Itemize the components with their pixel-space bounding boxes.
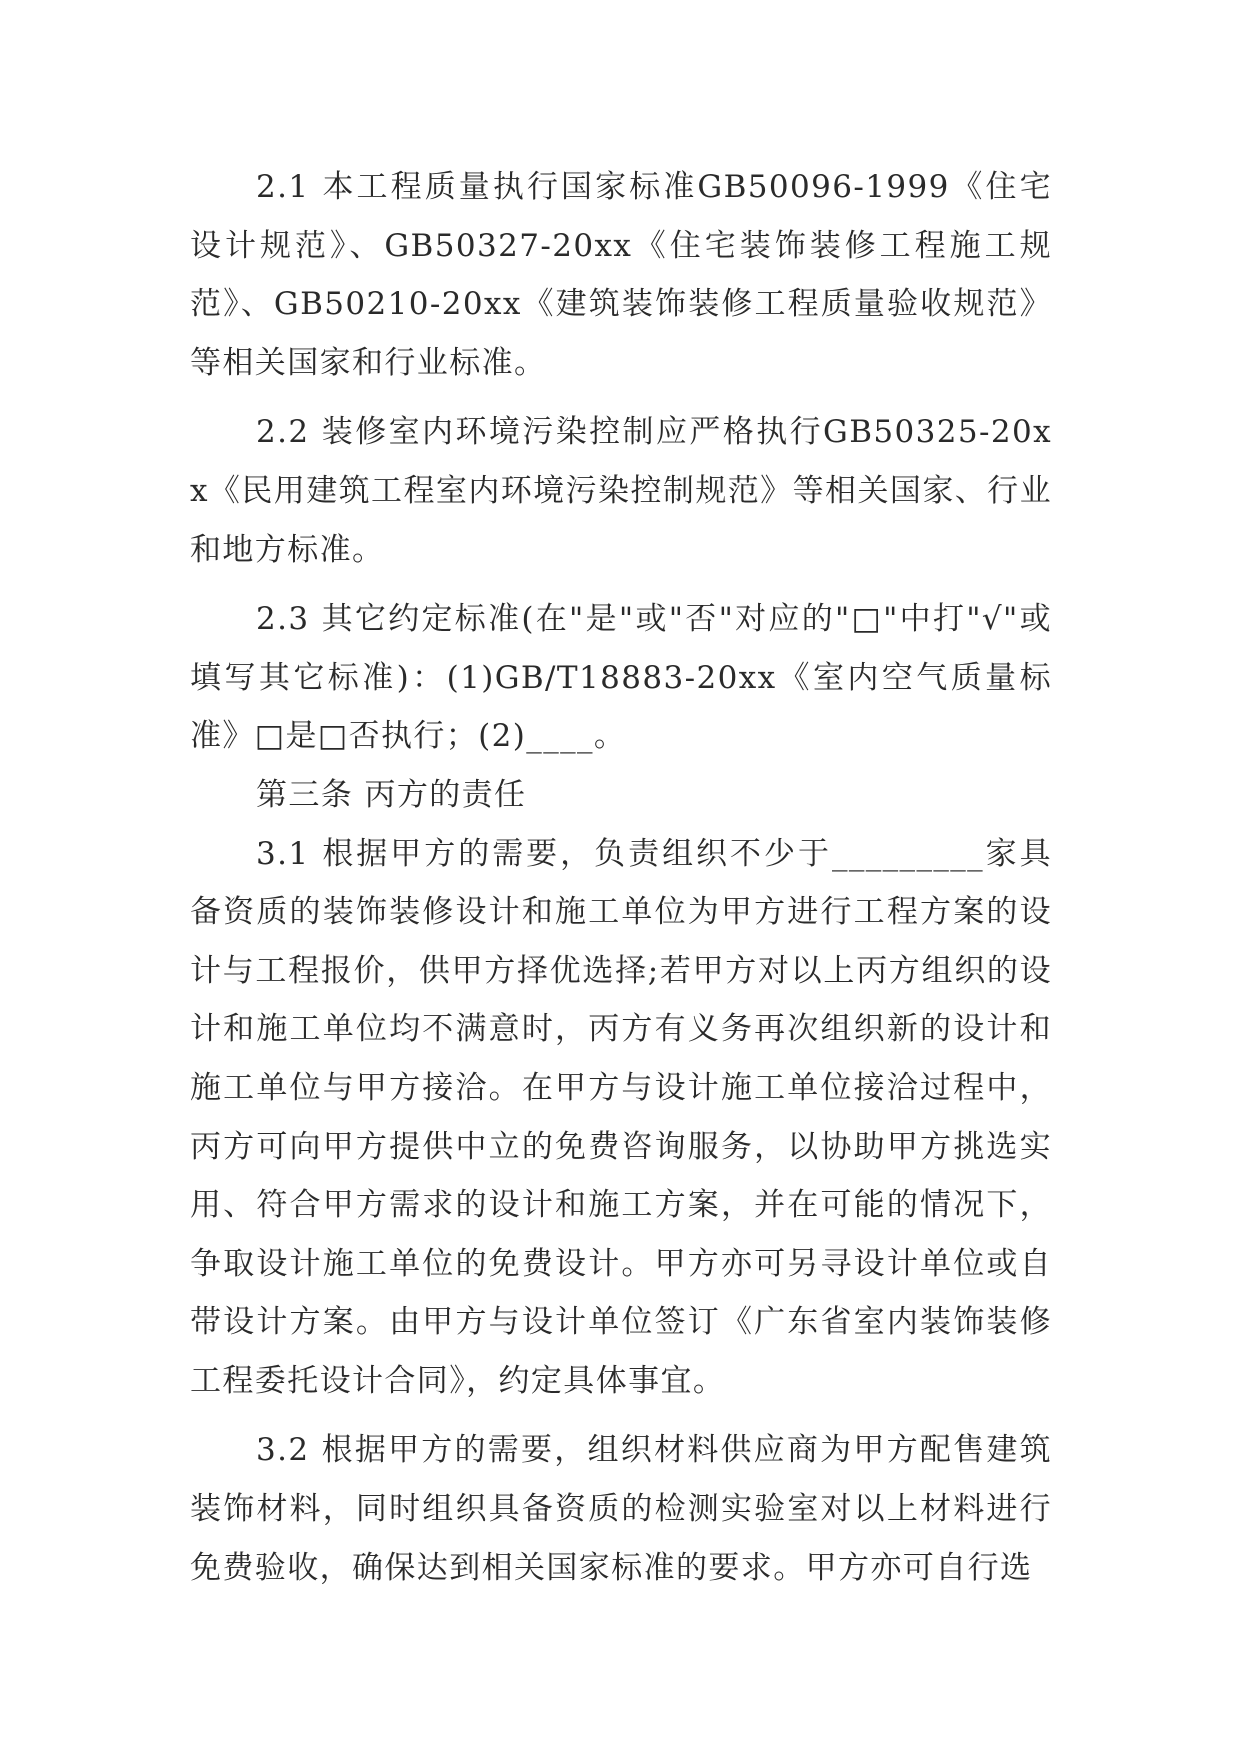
paragraph-2-3: 2.3 其它约定标准(在"是"或"否"对应的"□"中打"√"或填写其它标准)：(1)GB/T18883-20xx《室内空气质量标准》□是□否执行；(2)____。 [190, 601, 1052, 755]
paragraph-2-1: 2.1 本工程质量执行国家标准GB50096-1999《住宅设计规范》、GB50327-20xx《住宅装饰装修工程施工规范》、GB50210-20xx《建筑装饰装修工程质量验收规范》等相关国家和行业标准。 [190, 169, 1052, 381]
paragraph-3-2: 3.2 根据甲方的需要，组织材料供应商为甲方配售建筑装饰材料，同时组织具备资质的检测实验室对以上材料进行免费验收，确保达到相关国家标准的要求。甲方亦可自行选 [190, 1432, 1052, 1586]
document-body [190, 158, 1052, 1597]
paragraph-2-2: 2.2 装修室内环境污染控制应严格执行GB50325-20xx《民用建筑工程室内环境污染控制规范》等相关国家、行业和地方标准。 [190, 414, 1052, 568]
section-heading-article-3: 第三条 丙方的责任 [256, 776, 527, 813]
paragraph-3-1: 3.1 根据甲方的需要，负责组织不少于_________家具备资质的装饰装修设计和施工单位为甲方进行工程方案的设计与工程报价，供甲方择优选择;若甲方对以上丙方组织的设计和施工单位均不满意时，丙方有义务再次组织新的设计和施工单位与甲方接洽。在甲方与设计施工单位接洽过程中，丙方可向甲方提供中立的免费咨询服务，以协助甲方挑选实用、符合甲方需求的设计和施工方案，并在可能的情况下，争取设计施工单位的免费设计。甲方亦可另寻设计单位或自带设计方案。由甲方与设计单位签订《广东省室内装饰装修工程委托设计合同》，约定具体事宜。 [190, 835, 1052, 1399]
